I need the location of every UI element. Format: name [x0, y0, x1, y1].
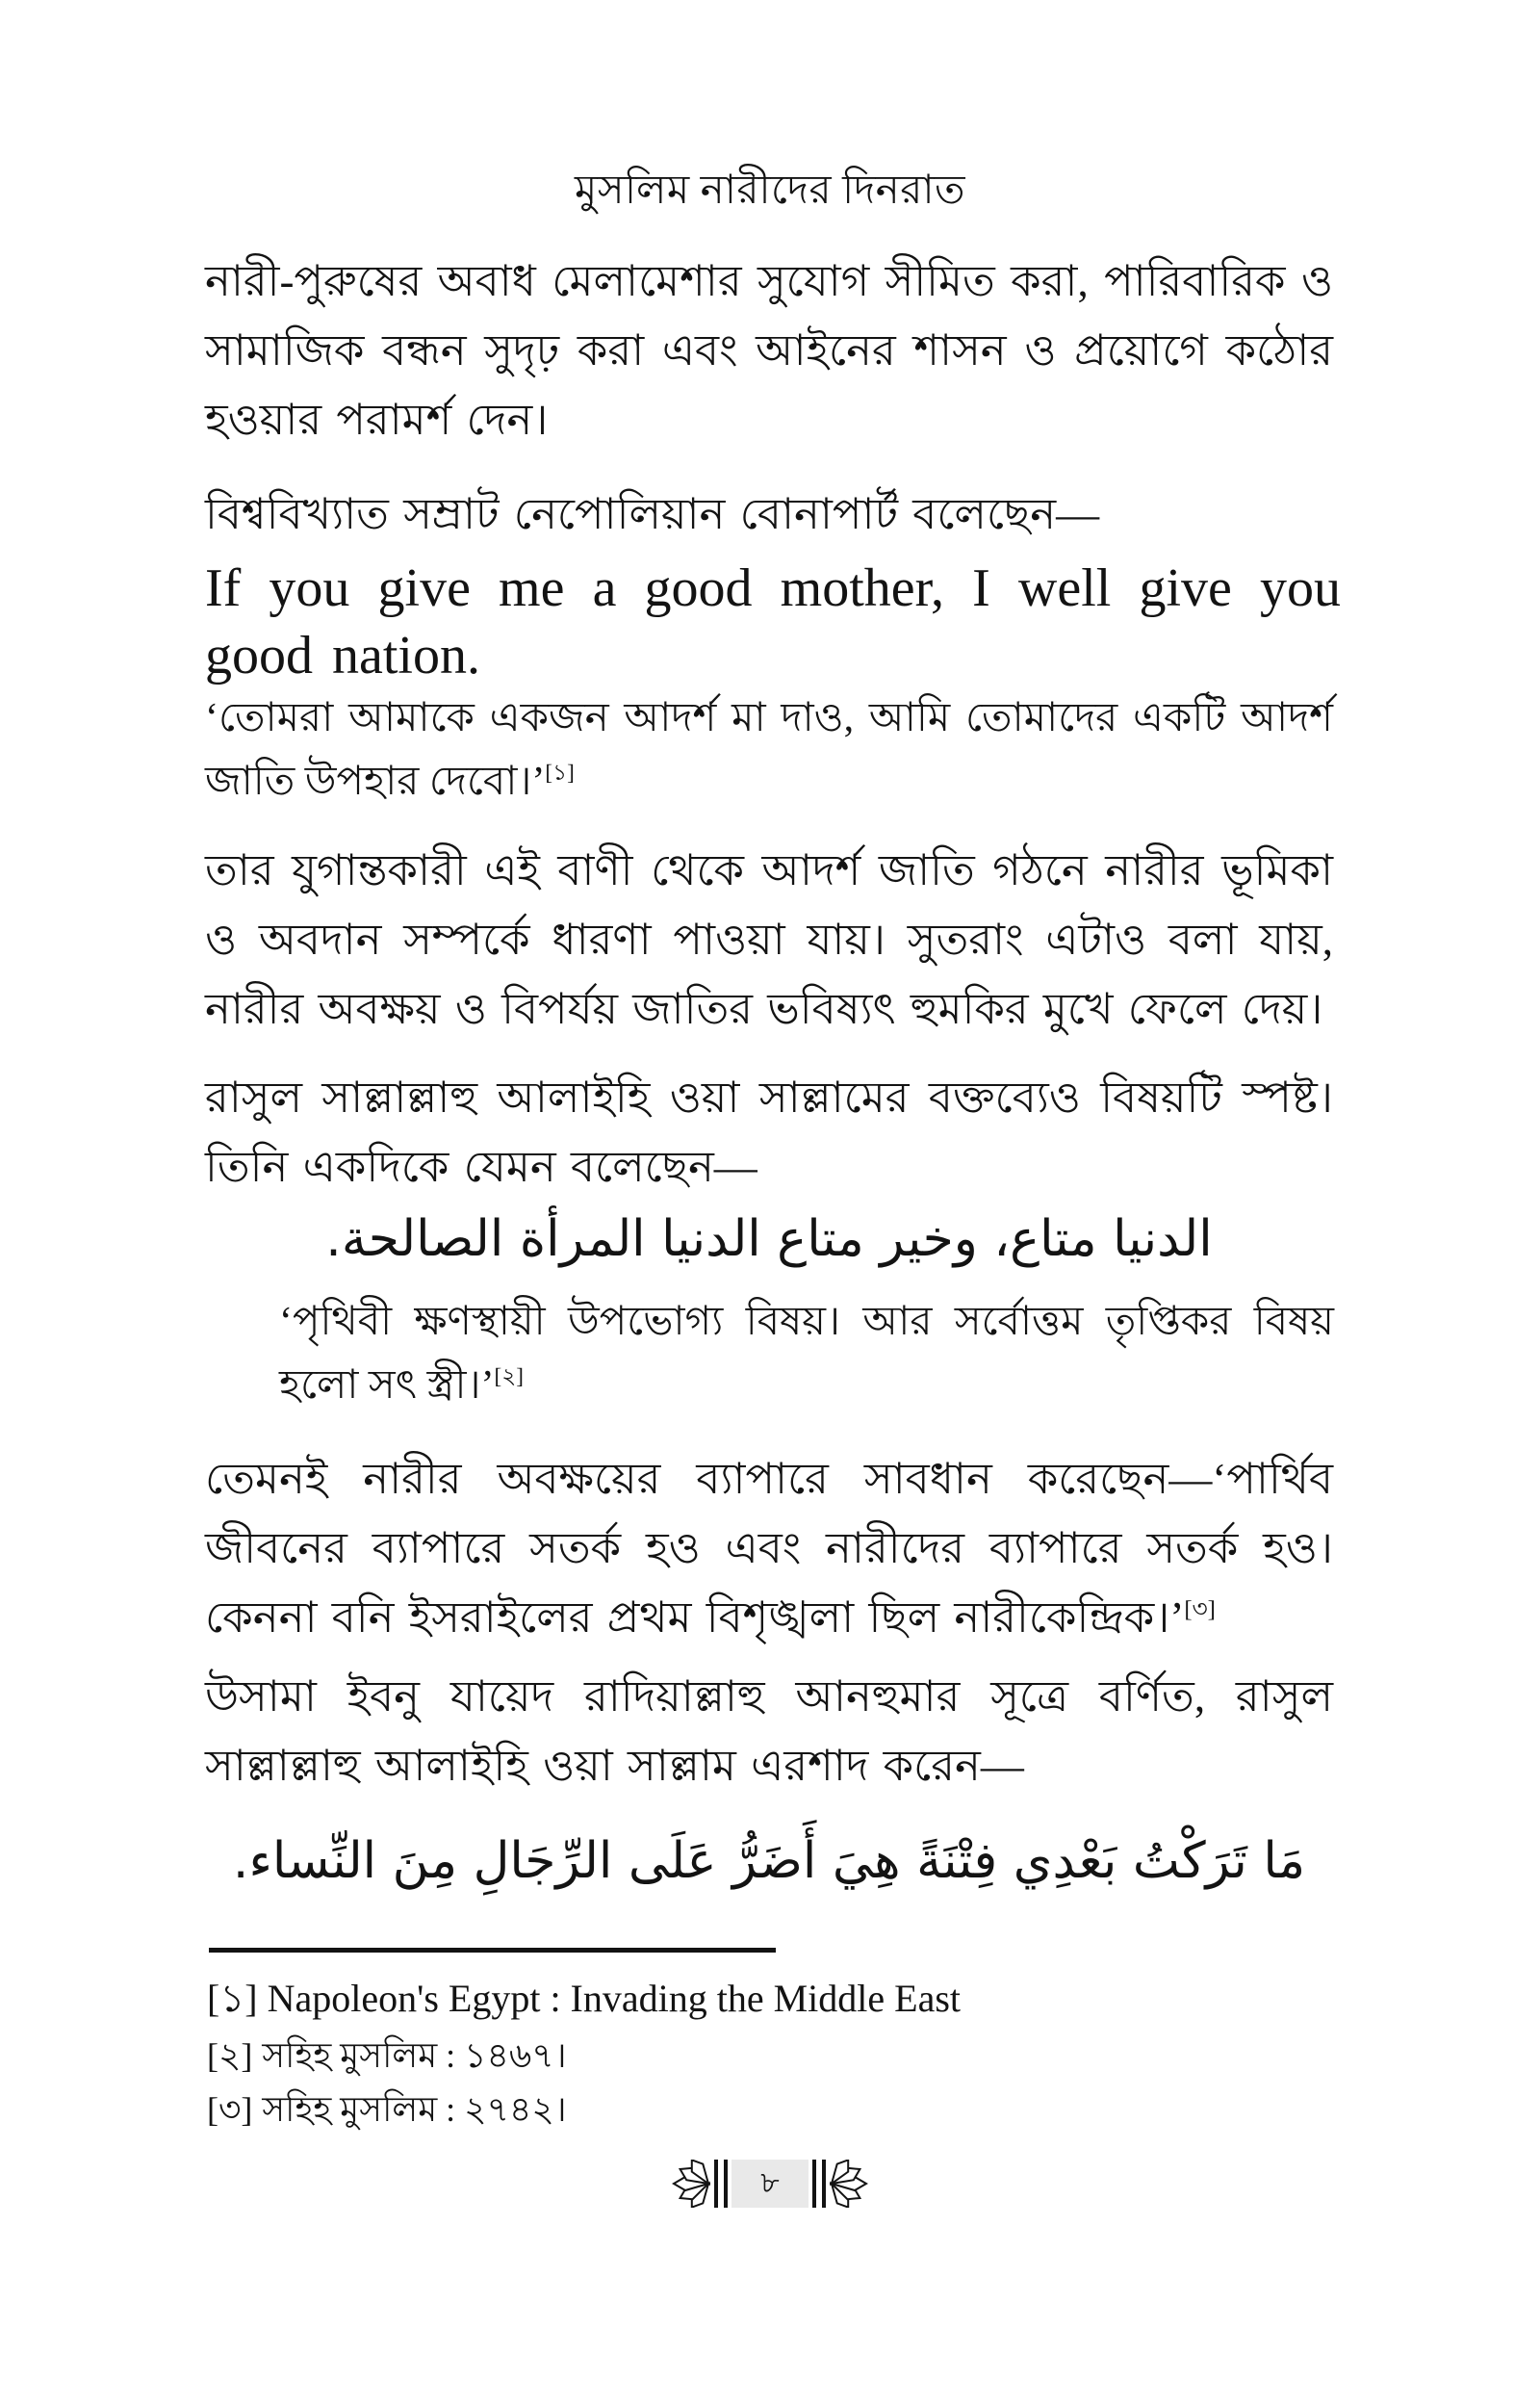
footnote-ref-3: [৩] — [1184, 1596, 1216, 1622]
ornament-bars-right — [812, 2160, 826, 2208]
paragraph-5-text: তেমনই নারীর অবক্ষয়ের ব্যাপারে সাবধান করেছেন—‘পার্থিব জীবনের ব্যাপারে সতর্ক হও এবং নারীদের ব্যাপারে সতর্ক হও। কেননা বনি ইসরাইলের প্রথম বিশৃঙ্খলা ছিল নারীকেন্দ্রিক।’ — [205, 1455, 1333, 1642]
footnote-ref-2: [২] — [494, 1363, 524, 1388]
footnote-2-text: সহিহ মুসলিম : ১৪৬৭। — [262, 2036, 567, 2075]
quote-2-text: ‘পৃথিবী ক্ষণস্থায়ী উপভোগ্য বিষয়। আর সর্বোত্তম তৃপ্তিকর বিষয় হলো সৎ স্ত্রী।’ — [279, 1300, 1334, 1408]
footnote-3-marker: [৩] — [207, 2090, 253, 2129]
flower-ornament-right-icon — [830, 2160, 868, 2208]
footnote-3 — [207, 2083, 1343, 2135]
footnote-1-text: Napoleon's Egypt : Invading the Middle East — [267, 1977, 962, 2020]
english-quote-text: If you give me a good mother, I well give you good nation. — [205, 558, 1341, 686]
paragraph-3 — [205, 836, 1333, 1044]
footnote-separator — [209, 1948, 776, 1953]
page-header-title: মুসলিম নারীদের দিনরাত — [574, 168, 966, 213]
arabic-verse-2-text: مَا تَرَكْتُ بَعْدِي فِتْنَةً هِيَ أَضَرُّ عَلَى الرِّجَالِ مِنَ النِّساء. — [232, 1832, 1306, 1890]
english-quote — [205, 555, 1341, 689]
flower-ornament-left-icon — [672, 2160, 710, 2208]
arabic-verse-1-text: الدنيا متاع، وخير متاع الدنيا المرأة الصالحة. — [325, 1210, 1213, 1268]
paragraph-1 — [205, 246, 1333, 454]
arabic-verse-2 — [205, 1818, 1333, 1904]
paragraph-3-text: তার যুগান্তকারী এই বাণী থেকে আদর্শ জাতি গঠনে নারীর ভূমিকা ও অবদান সম্পর্কে ধারণা পাওয়া যায়। সুতরাং এটাও বলা যায়, নারীর অবক্ষয় ও বিপর্যয় জাতির ভবিষ্যৎ হুমকির মুখে ফেলে দেয়। — [205, 846, 1333, 1033]
footnote-1 — [207, 1972, 1343, 2026]
quote-2 — [279, 1290, 1334, 1417]
footnote-3-text: সহিহ মুসলিম : ২৭৪২। — [262, 2090, 567, 2129]
quote-1 — [205, 686, 1333, 814]
footnote-1-marker: [১] — [207, 1977, 258, 2020]
paragraph-2-text: বিশ্ববিখ্যাত সম্রাট নেপোলিয়ান বোনাপার্ট বলেছেন— — [205, 490, 1100, 538]
page-number: ৮ — [732, 2160, 808, 2208]
footnote-2-marker: [২] — [207, 2036, 253, 2075]
footnote-2 — [207, 2030, 1343, 2082]
paragraph-5 — [205, 1444, 1333, 1652]
paragraph-2 — [205, 479, 1333, 549]
paragraph-1-text: নারী-পুরুষের অবাধ মেলামেশার সুযোগ সীমিত করা, পারিবারিক ও সামাজিক বন্ধন সুদৃঢ় করা এবং আইনের শাসন ও প্রয়োগে কঠোর হওয়ার পরামর্শ দেন। — [205, 257, 1333, 444]
paragraph-4-text: রাসুল সাল্লাল্লাহু আলাইহি ওয়া সাল্লামের বক্তব্যেও বিষয়টি স্পষ্ট। তিনি একদিকে যেমন বলেছেন— — [205, 1074, 1333, 1191]
page-number-ornament — [672, 2160, 868, 2208]
paragraph-6 — [205, 1662, 1333, 1800]
footnote-ref-1: [১] — [545, 760, 575, 785]
paragraph-6-text: উসামা ইবনু যায়েদ রাদিয়াল্লাহু আনহুমার সূত্রে বর্ণিত, রাসুল সাল্লাল্লাহু আলাইহি ওয়া সাল্লাম এরশাদ করেন— — [205, 1672, 1333, 1790]
quote-1-text: ‘তোমরা আমাকে একজন আদর্শ মা দাও, আমি তোমাদের একটি আদর্শ জাতি উপহার দেবো।’ — [205, 696, 1333, 804]
paragraph-4 — [205, 1063, 1333, 1202]
arabic-verse-1 — [205, 1196, 1333, 1282]
ornament-bars-left — [714, 2160, 728, 2208]
page-footer — [0, 2160, 1540, 2208]
